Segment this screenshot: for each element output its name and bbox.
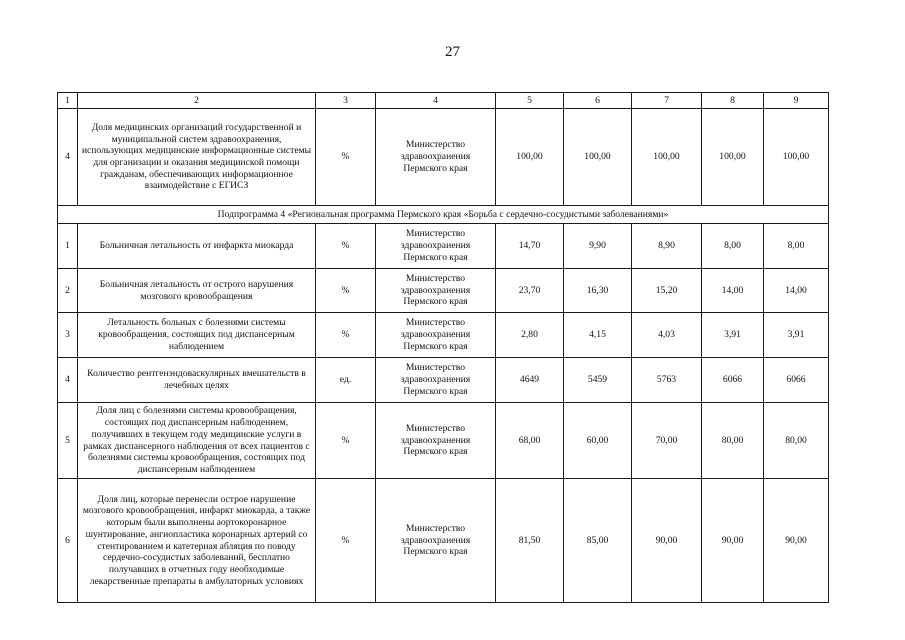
unit: ед. xyxy=(316,358,376,403)
value: 9,90 xyxy=(564,224,632,269)
value: 80,00 xyxy=(764,403,829,479)
value: 3,91 xyxy=(702,313,764,358)
value: 16,30 xyxy=(564,269,632,313)
indicator-name: Доля лиц с болезнями системы кровообращения, состоящих под диспансерным наблюдением, получивших в текущем году медицинские услуги в рамках диспансерного наблюдения от всех пациентов с болезнями системы кровообращения, состоящих под диспансерным наблюдением xyxy=(78,403,316,479)
value: 15,20 xyxy=(632,269,702,313)
column-header: 1 xyxy=(58,93,78,109)
subprogram-row xyxy=(58,206,829,224)
value: 6066 xyxy=(764,358,829,403)
responsible: Министерство здравоохранения Пермского края xyxy=(376,109,496,206)
column-header: 8 xyxy=(702,93,764,109)
unit: % xyxy=(316,224,376,269)
value: 8,00 xyxy=(764,224,829,269)
value: 60,00 xyxy=(564,403,632,479)
table-row xyxy=(58,313,829,358)
value: 100,00 xyxy=(764,109,829,206)
table-row xyxy=(58,403,829,479)
value: 14,70 xyxy=(496,224,564,269)
row-number: 1 xyxy=(58,224,78,269)
value: 90,00 xyxy=(764,479,829,603)
row-number: 3 xyxy=(58,313,78,358)
responsible: Министерство здравоохранения Пермского края xyxy=(376,269,496,313)
responsible: Министерство здравоохранения Пермского края xyxy=(376,403,496,479)
table-row xyxy=(58,224,829,269)
value: 23,70 xyxy=(496,269,564,313)
column-header: 9 xyxy=(764,93,829,109)
table-row xyxy=(58,269,829,313)
value: 5459 xyxy=(564,358,632,403)
value: 2,80 xyxy=(496,313,564,358)
table-row xyxy=(58,109,829,206)
row-number: 4 xyxy=(58,358,78,403)
table-row xyxy=(58,479,829,603)
responsible: Министерство здравоохранения Пермского края xyxy=(376,224,496,269)
value: 90,00 xyxy=(702,479,764,603)
row-number: 5 xyxy=(58,403,78,479)
unit: % xyxy=(316,313,376,358)
value: 70,00 xyxy=(632,403,702,479)
unit: % xyxy=(316,269,376,313)
value: 80,00 xyxy=(702,403,764,479)
row-number: 2 xyxy=(58,269,78,313)
value: 90,00 xyxy=(632,479,702,603)
value: 4,15 xyxy=(564,313,632,358)
indicator-name: Доля медицинских организаций государственной и муниципальной систем здравоохранения, использующих медицинские информационные системы для организации и оказания медицинской помощи гражданам, обеспечивающих информационное взаимодействие с ЕГИСЗ xyxy=(78,109,316,206)
indicator-name: Летальность больных с болезнями системы кровообращения, состоящих под диспансерным наблюдением xyxy=(78,313,316,358)
column-header: 6 xyxy=(564,93,632,109)
unit: % xyxy=(316,403,376,479)
value: 6066 xyxy=(702,358,764,403)
column-header: 7 xyxy=(632,93,702,109)
value: 100,00 xyxy=(702,109,764,206)
indicator-name: Количество рентгенэндоваскулярных вмешательств в лечебных целях xyxy=(78,358,316,403)
table-row xyxy=(58,358,829,403)
page-number: 27 xyxy=(445,44,460,60)
value: 5763 xyxy=(632,358,702,403)
indicator-name: Доля лиц, которые перенесли острое нарушение мозгового кровообращения, инфаркт миокарда, а также которым были выполнены аортокоронарное шунтирование, ангиопластика коронарных артерий со стентированием и катетерная абляция по поводу сердечно-сосудистых заболеваний, бесплатно получавших в отчетных году необходимые лекарственные препараты в амбулаторных условиях xyxy=(78,479,316,603)
value: 8,90 xyxy=(632,224,702,269)
responsible: Министерство здравоохранения Пермского края xyxy=(376,313,496,358)
value: 100,00 xyxy=(496,109,564,206)
indicators-table xyxy=(57,92,829,603)
value: 14,00 xyxy=(764,269,829,313)
value: 4,03 xyxy=(632,313,702,358)
column-header: 4 xyxy=(376,93,496,109)
value: 81,50 xyxy=(496,479,564,603)
unit: % xyxy=(316,109,376,206)
column-header: 2 xyxy=(78,93,316,109)
column-header: 3 xyxy=(316,93,376,109)
unit: % xyxy=(316,479,376,603)
subprogram-title: Подпрограмма 4 «Региональная программа Пермского края «Борьба с сердечно-сосудистыми заболеваниями» xyxy=(58,206,829,224)
column-header: 5 xyxy=(496,93,564,109)
value: 3,91 xyxy=(764,313,829,358)
responsible: Министерство здравоохранения Пермского края xyxy=(376,479,496,603)
value: 8,00 xyxy=(702,224,764,269)
value: 100,00 xyxy=(632,109,702,206)
value: 68,00 xyxy=(496,403,564,479)
value: 85,00 xyxy=(564,479,632,603)
value: 4649 xyxy=(496,358,564,403)
indicator-name: Больничная летальность от инфаркта миокарда xyxy=(78,224,316,269)
value: 100,00 xyxy=(564,109,632,206)
row-number: 6 xyxy=(58,479,78,603)
responsible: Министерство здравоохранения Пермского края xyxy=(376,358,496,403)
row-number: 4 xyxy=(58,109,78,206)
value: 14,00 xyxy=(702,269,764,313)
column-number-row xyxy=(58,93,829,109)
indicator-name: Больничная летальность от острого нарушения мозгового кровообращения xyxy=(78,269,316,313)
